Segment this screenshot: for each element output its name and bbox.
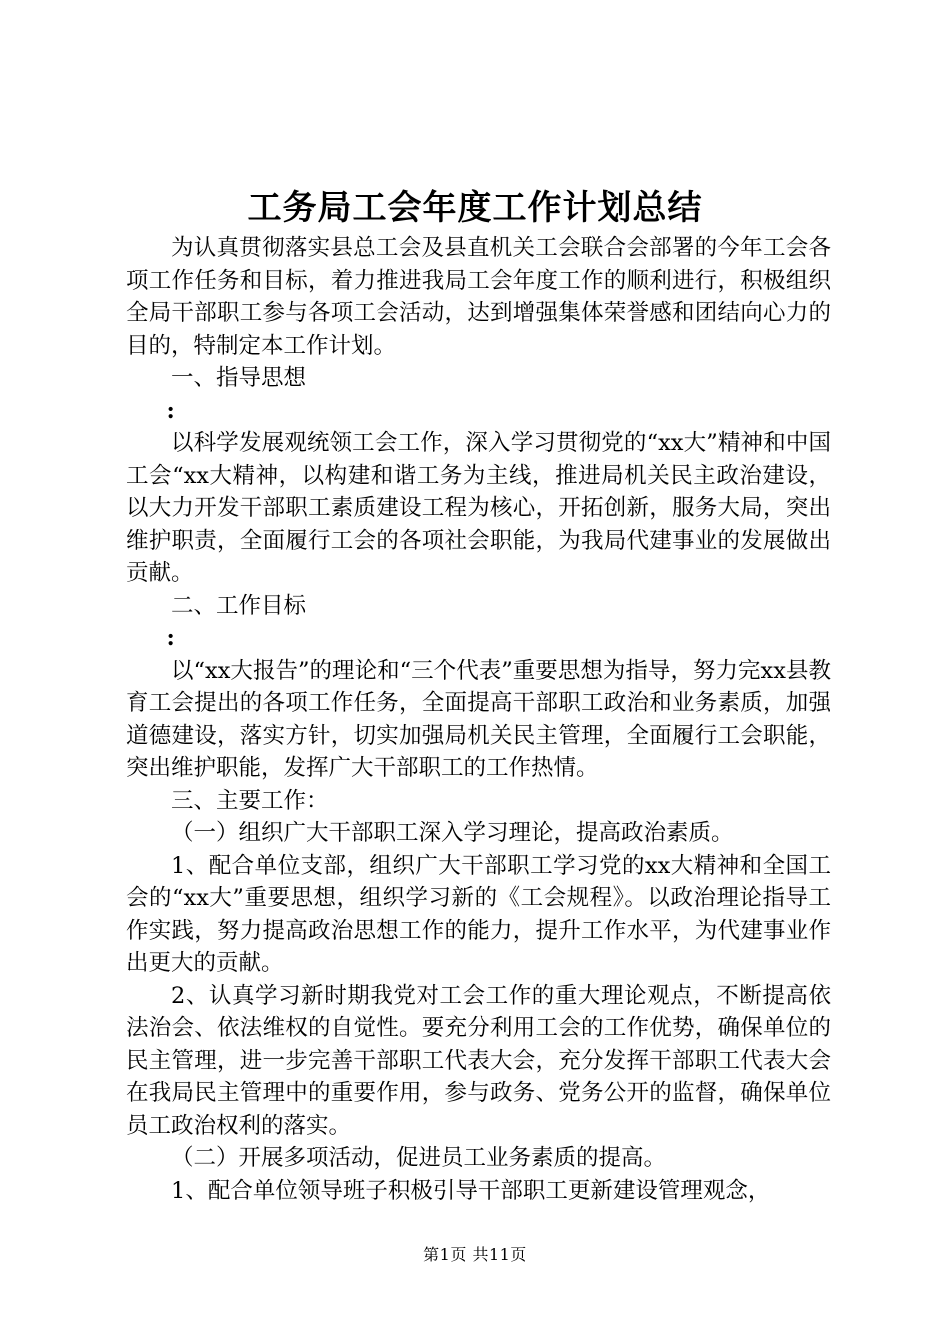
- paragraph-item-1-2: 2、认真学习新时期我党对工会工作的重大理论观点，不断提高依法治会、依法维权的自觉性。要充分利用工会的工作优势，确保单位的民主管理，进一步完善干部职工代表大会，充分发挥干部职工代表大会在我局民主管理中的重要作用，参与政务、党务公开的监督，确保单位员工政治权利的落实。: [126, 982, 831, 1139]
- section-heading-guiding-ideology: 一、指导思想: [171, 365, 307, 391]
- subsection-heading-2: （二）开展多项活动，促进员工业务素质的提高。: [171, 1145, 667, 1171]
- document-body: [126, 232, 831, 1207]
- paragraph-intro: 为认真贯彻落实县总工会及县直机关工会联合会部署的今年工会各项工作任务和目标，着力推进我局工会年度工作的顺利进行，积极组织全局干部职工参与各项工会活动，达到增强集体荣誉感和团结向心力的目的，特制定本工作计划。: [126, 235, 831, 359]
- paragraph-work-goals: 以“xx大报告”的理论和“三个代表”重要思想为指导，努力完xx县教育工会提出的各项工作任务，全面提高干部职工政治和业务素质，加强道德建设，落实方针，切实加强局机关民主管理，全面履行工会职能，突出维护职能，发挥广大干部职工的工作热情。: [126, 657, 831, 781]
- section-heading-main-work: 三、主要工作：: [171, 787, 329, 814]
- paragraph-item-2-1: 1、配合单位领导班子积极引导干部职工更新建设管理观念，: [171, 1177, 771, 1204]
- page-footer: 第1页 共11页: [423, 1245, 527, 1264]
- section-heading-work-goals: 二、工作目标: [171, 592, 307, 619]
- paragraph-guiding-ideology: 以科学发展观统领工会工作，深入学习贯彻党的“xx大”精神和中国工会“xx大精神，以构建和谐工务为主线，推进局机关民主政治建设，以大力开发干部职工素质建设工程为核心，开拓创新，服务大局，突出维护职责，全面履行工会的各项社会职能，为我局代建事业的发展做出贡献。: [126, 430, 831, 586]
- section-colon: :: [166, 397, 175, 424]
- subsection-heading-1: （一）组织广大干部职工深入学习理论，提高政治素质。: [171, 820, 734, 846]
- document-title: 工务局工会年度工作计划总结: [247, 188, 703, 228]
- section-colon: :: [166, 625, 175, 651]
- paragraph-item-1-1: 1、配合单位支部，组织广大干部职工学习党的xx大精神和全国工会的“xx大”重要思想，组织学习新的《工会规程》。以政治理论指导工作实践，努力提高政治思想工作的能力，提升工作水平，为代建事业作出更大的贡献。: [126, 852, 831, 976]
